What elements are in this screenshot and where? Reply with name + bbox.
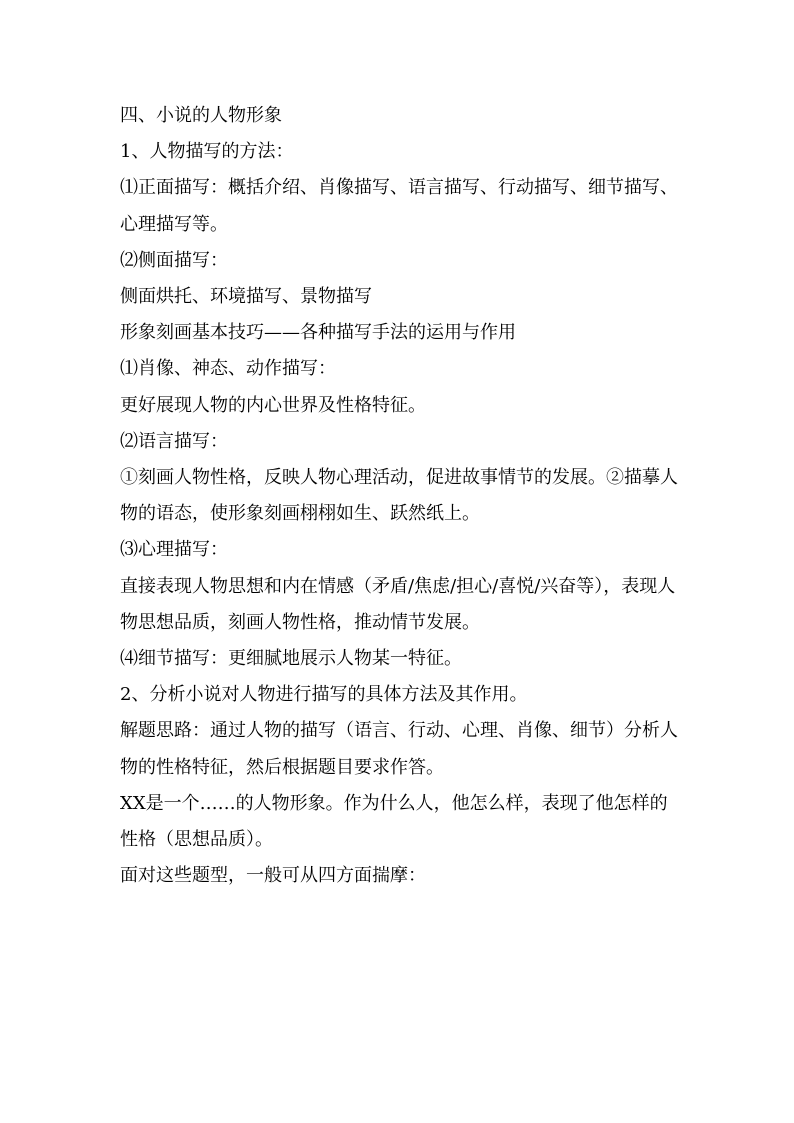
- paragraph: ①刻画人物性格，反映人物心理活动，促进故事情节的发展。②描摹人物的语态，使形象刻画栩栩如生、跃然纸上。: [120, 467, 678, 525]
- paragraph: ⑵语言描写：: [120, 430, 228, 452]
- subsection-heading: 2、分析小说对人物进行描写的具体方法及其作用。: [120, 684, 528, 706]
- paragraph: XX是一个……的人物形象。作为什么人，他怎么样，表现了他怎样的性格（思想品质）。: [120, 792, 668, 851]
- document-body: [120, 98, 680, 894]
- paragraph: ⑶心理描写：: [120, 539, 228, 561]
- section-heading: 四、小说的人物形象: [120, 105, 282, 126]
- paragraph: 形象刻画基本技巧——各种描写手法的运用与作用: [120, 322, 516, 344]
- paragraph: 面对这些题型，一般可从四方面揣摩：: [120, 865, 426, 887]
- paragraph: ⑴肖像、神态、动作描写：: [120, 358, 336, 380]
- paragraph: 直接表现人物思想和内在情感（矛盾/焦虑/担心/喜悦/兴奋等），表现人物思想品质，刻画人物性格，推动情节发展。: [120, 575, 676, 633]
- paragraph: ⑷细节描写：更细腻地展示人物某一特征。: [120, 648, 462, 670]
- paragraph: 更好展现人物的内心世界及性格特征。: [120, 394, 426, 416]
- paragraph: ⑵侧面描写：: [120, 249, 228, 271]
- paragraph: 解题思路：通过人物的描写（语言、行动、心理、肖像、细节）分析人物的性格特征，然后根据题目要求作答。: [120, 720, 678, 778]
- subsection-heading: 1、人物描写的方法：: [120, 141, 294, 163]
- paragraph: 侧面烘托、环境描写、景物描写: [120, 286, 372, 308]
- paragraph: ⑴正面描写：概括介绍、肖像描写、语言描写、行动描写、细节描写、心理描写等。: [120, 177, 678, 235]
